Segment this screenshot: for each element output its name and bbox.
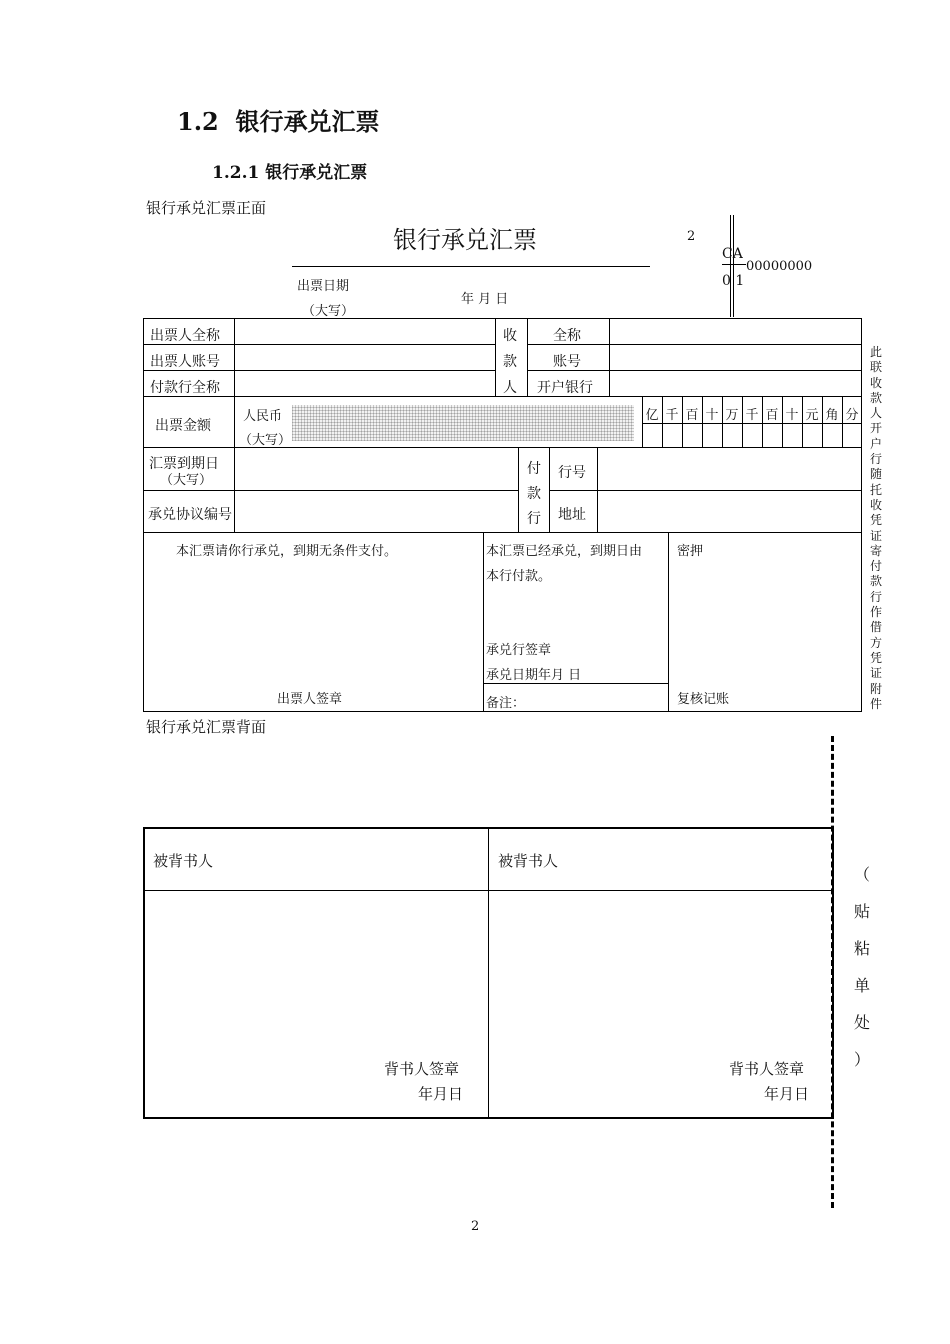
rule xyxy=(143,532,862,533)
copy-number: 2 xyxy=(687,229,696,244)
title-underline xyxy=(292,266,650,267)
amount-words-field xyxy=(292,405,634,441)
due-date-sub: （大写） xyxy=(160,473,213,488)
digit-header: 十 xyxy=(785,408,799,423)
rule xyxy=(549,447,550,532)
endorser-date-1: 年月日 xyxy=(418,1085,464,1103)
digit-header: 分 xyxy=(845,408,859,423)
drawer-account-label: 出票人账号 xyxy=(150,354,220,370)
serial-suffix: 0 1 xyxy=(722,273,745,289)
address-label: 地址 xyxy=(558,507,586,523)
front-caption: 银行承兑汇票正面 xyxy=(146,199,267,217)
acceptor-signature-label: 承兑行签章 xyxy=(486,643,552,658)
rule xyxy=(597,447,598,532)
digit-header: 千 xyxy=(745,408,759,423)
digit-header: 千 xyxy=(665,408,679,423)
serial-rule xyxy=(722,264,746,265)
paying-bank-char-3: 行 xyxy=(527,511,541,527)
digit-header: 角 xyxy=(825,408,839,423)
payer-bank-label: 付款行全称 xyxy=(150,380,220,396)
drawer-signature-label: 出票人签章 xyxy=(277,692,343,707)
endorser-signature-1: 背书人签章 xyxy=(384,1060,460,1078)
subsection-number: 1.2.1 xyxy=(212,163,260,183)
endorsee-label-2: 被背书人 xyxy=(498,852,559,870)
digit-header: 元 xyxy=(805,408,819,423)
endorsee-label-1: 被背书人 xyxy=(153,852,214,870)
section-heading xyxy=(177,102,379,137)
serial-divider-2 xyxy=(733,215,734,317)
rule xyxy=(495,318,496,396)
rule xyxy=(483,683,668,684)
review-label: 复核记账 xyxy=(677,692,730,707)
amount-label: 出票金额 xyxy=(155,418,211,434)
back-caption: 银行承兑汇票背面 xyxy=(146,718,267,736)
subsection-heading xyxy=(212,158,367,183)
rule xyxy=(483,532,484,712)
paste-area-char: 处 xyxy=(853,1013,870,1032)
draft-title: 银行承兑汇票 xyxy=(393,226,537,254)
payee-char-1: 收 xyxy=(503,328,517,344)
payee-account-label: 账号 xyxy=(553,354,581,370)
rule xyxy=(234,318,235,396)
subsection-title: 银行承兑汇票 xyxy=(265,163,368,183)
paste-area-char: （ xyxy=(853,865,870,884)
serial-prefix: CA xyxy=(722,246,743,262)
acceptance-date-label: 承兑日期年月 日 xyxy=(486,668,582,683)
page-number: 2 xyxy=(471,1219,480,1234)
paste-area-char: ） xyxy=(853,1050,870,1069)
issue-date-fields: 年 月 日 xyxy=(461,292,509,307)
section-number: 1.2 xyxy=(177,107,219,136)
serial-number: 00000000 xyxy=(746,259,813,274)
digit-header: 百 xyxy=(685,408,699,423)
rule xyxy=(549,490,861,491)
rule xyxy=(642,423,861,424)
accepted-line-2: 本行付款。 xyxy=(486,569,552,584)
remarks-label: 备注： xyxy=(486,696,526,711)
rule xyxy=(527,318,528,396)
digit-header: 十 xyxy=(705,408,719,423)
digit-header: 亿 xyxy=(645,408,659,423)
issue-date-sub: （大写） xyxy=(302,304,355,319)
agreement-no-label: 承兑协议编号 xyxy=(148,507,232,523)
rule xyxy=(143,490,518,491)
paste-area-char: 单 xyxy=(853,976,870,995)
payee-name-label: 全称 xyxy=(553,328,581,344)
rmb-label: 人民币 xyxy=(243,409,283,424)
accepted-line-1: 本汇票已经承兑，到期日由 xyxy=(486,544,643,559)
serial-divider xyxy=(730,215,731,317)
endorser-signature-2: 背书人签章 xyxy=(729,1060,805,1078)
rule xyxy=(609,318,610,396)
side-note: 此联收款人开户行随托收凭证寄付款行作借方凭证附件 xyxy=(869,345,882,711)
section-title: 银行承兑汇票 xyxy=(235,107,380,136)
rule xyxy=(234,396,235,532)
digit-header: 万 xyxy=(725,408,739,423)
rmb-sub-label: （大写） xyxy=(239,433,292,448)
request-text: 本汇票请你行承兑，到期无条件支付。 xyxy=(176,544,398,559)
rule xyxy=(488,827,489,1119)
paste-area-char: 贴 xyxy=(853,902,870,921)
secret-code-label: 密押 xyxy=(677,544,704,559)
digit-header: 百 xyxy=(765,408,779,423)
drawer-name-label: 出票人全称 xyxy=(150,328,220,344)
payee-char-3: 人 xyxy=(503,380,517,396)
payee-char-2: 款 xyxy=(503,354,517,370)
paying-bank-char-2: 款 xyxy=(527,486,541,502)
payee-bank-label: 开户银行 xyxy=(537,380,593,396)
due-date-label: 汇票到期日 xyxy=(149,456,219,472)
issue-date-label: 出票日期 xyxy=(297,279,350,294)
endorser-date-2: 年月日 xyxy=(764,1085,810,1103)
paste-area-char: 粘 xyxy=(853,939,870,958)
rule xyxy=(518,447,519,532)
paying-bank-char-1: 付 xyxy=(527,461,541,477)
bank-code-label: 行号 xyxy=(558,465,586,481)
rule xyxy=(668,532,669,712)
